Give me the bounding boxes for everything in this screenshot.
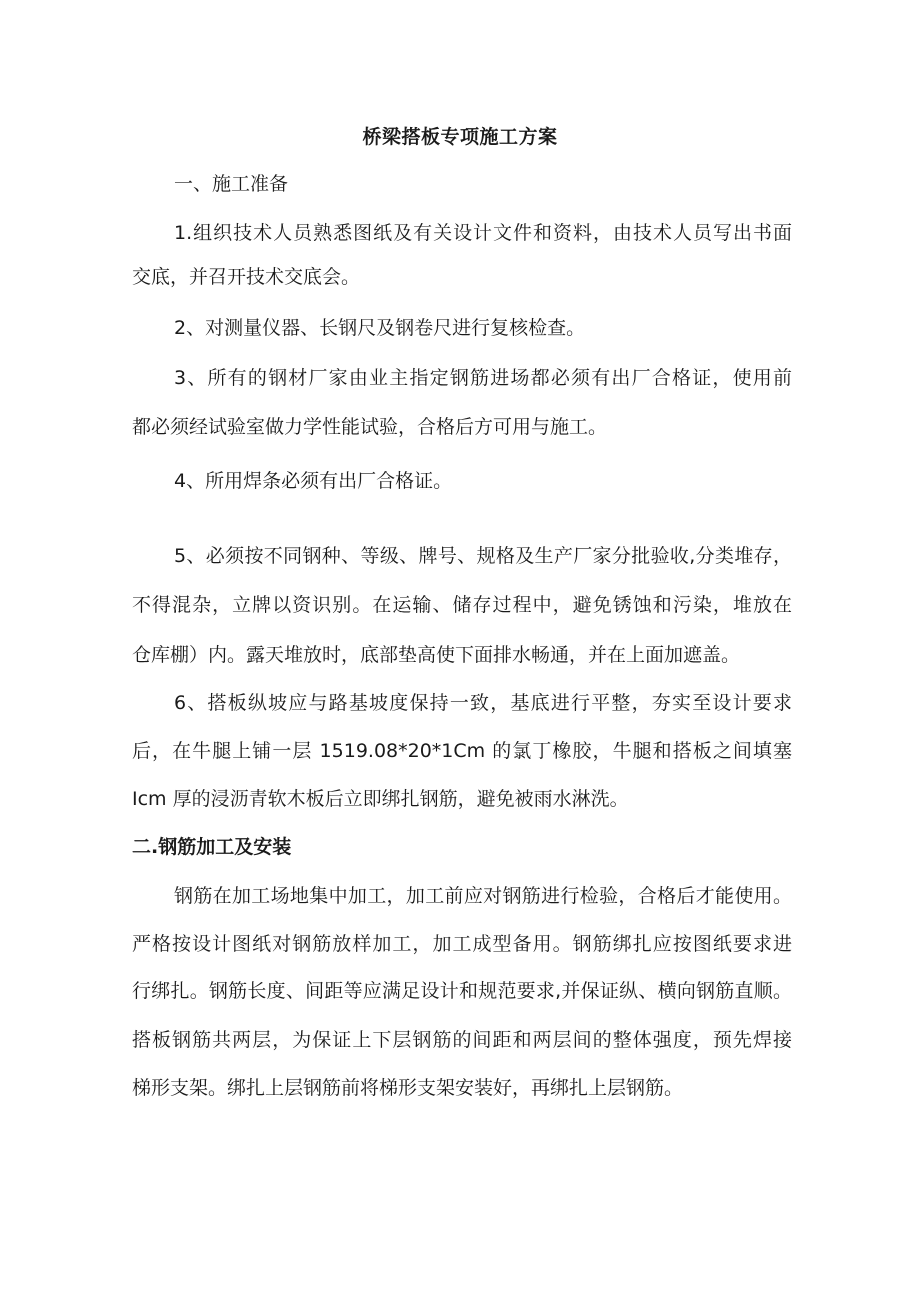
paragraph-3-line-1: 3、所有的钢材厂家由业主指定钢筋进场都必须有出厂合格证，使用前 [174, 367, 792, 389]
section-2-line-3: 行绑扎。钢筋长度、间距等应满足设计和规范要求,并保证纵、横向钢筋直顺。 [132, 980, 792, 1002]
paragraph-6-line-2: 后，在牛腿上铺一层 1519.08*20*1Cm 的氯丁橡胶，牛腿和搭板之间填塞 [132, 740, 792, 762]
paragraph-2-line-1: 2、对测量仪器、长钢尺及钢卷尺进行复核检查。 [174, 317, 586, 339]
paragraph-4-line-1: 4、所用焊条必须有出厂合格证。 [174, 470, 453, 492]
section-2-line-5: 梯形支架。绑扎上层钢筋前将梯形支架安装好，再绑扎上层钢筋。 [132, 1077, 684, 1099]
paragraph-5-line-2: 不得混杂，立牌以资识别。在运输、储存过程中，避免锈蚀和污染，堆放在 [132, 594, 792, 616]
paragraph-6-line-3: Icm 厚的浸沥青软木板后立即绑扎钢筋，避免被雨水淋洗。 [132, 788, 629, 810]
section-2-heading: 二.钢筋加工及安装 [132, 836, 292, 858]
paragraph-5-line-3: 仓库棚）内。露天堆放时，底部垫高使下面排水畅通，并在上面加遮盖。 [132, 644, 741, 666]
section-2-line-1: 钢筋在加工场地集中加工，加工前应对钢筋进行检验，合格后才能使用。 [174, 885, 792, 907]
paragraph-6-line-1: 6、搭板纵坡应与路基坡度保持一致，基底进行平整，夯实至设计要求 [174, 692, 792, 714]
section-1-heading: 一、施工准备 [174, 173, 289, 195]
paragraph-3-line-2: 都必须经试验室做力学性能试验，合格后方可用与施工。 [132, 416, 608, 438]
paragraph-1-line-1: 1.组织技术人员熟悉图纸及有关设计文件和资料，由技术人员写出书面 [174, 222, 792, 244]
paragraph-5-line-1: 5、必须按不同钢种、等级、牌号、规格及生产厂家分批验收,分类堆存， [174, 545, 792, 567]
section-2-line-4: 搭板钢筋共两层，为保证上下层钢筋的间距和两层间的整体强度，预先焊接 [132, 1029, 792, 1051]
section-2-line-2: 严格按设计图纸对钢筋放样加工，加工成型备用。钢筋绑扎应按图纸要求进 [132, 933, 792, 955]
document-title: 桥梁搭板专项施工方案 [362, 126, 558, 148]
paragraph-1-line-2: 交底，并召开技术交底会。 [132, 266, 361, 288]
